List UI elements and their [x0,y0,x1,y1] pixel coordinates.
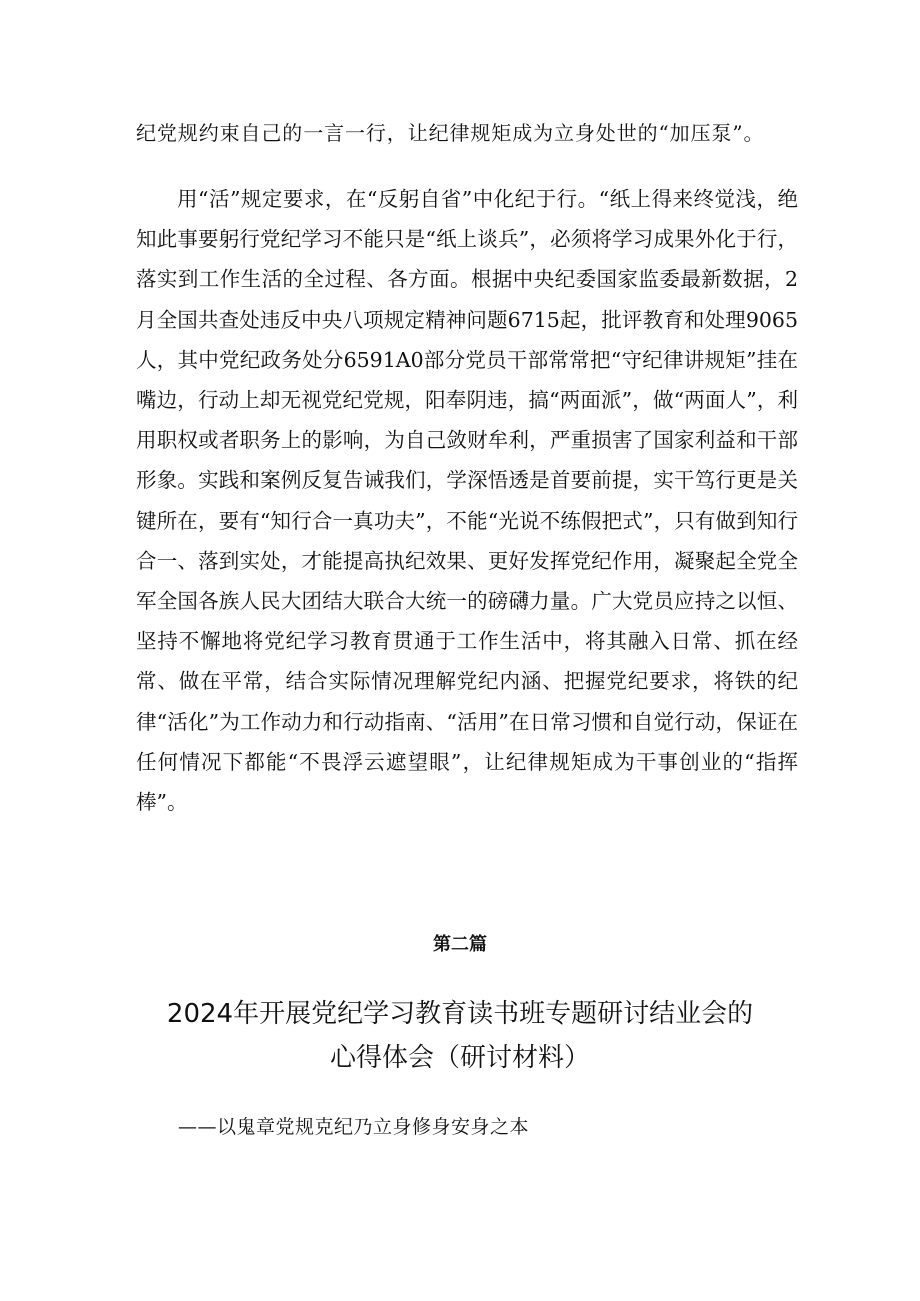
continuation-line: 纪党规约束自己的一言一行，让纪律规矩成为立身处世的“加压泵”。 [136,121,765,145]
body-paragraph: 用“活”规定要求，在“反躬自省”中化纪于行。“纸上得来终觉浅，绝知此事要躬行党纪学习不能只是“纸上谈兵”，必须将学习成果外化于行，落实到工作生活的全过程、各方面。根据中央纪委国家监委最新数据，2月全国共查处违反中央八项规定精神问题6715起，批评教育和处理9065人，其中党纪政务处分6591A0部分党员干部常常把“守纪律讲规矩”挂在嘴边，行动上却无视党纪党规，阳奉阴违，搞“两面派”，做“两面人”，利用职权或者职务上的影响，为自己敛财牟利，严重损害了国家利益和干部形象。实践和案例反复告诫我们，学深悟透是首要前提，实干笃行更是关键所在，要有“知行合一真功夫”，不能“光说不练假把式”，只有做到知行合一、落到实处，才能提高执纪效果、更好发挥党纪作用，凝聚起全党全军全国各族人民大团结大联合大统一的磅礴力量。广大党员应持之以恒、坚持不懈地将党纪学习教育贯通于工作生活中，将其融入日常、抓在经常、做在平常，结合实际情况理解党纪内涵、把握党纪要求，将铁的纪律“活化”为工作动力和行动指南、“活用”在日常习惯和自觉行动，保证在任何情况下都能“不畏浮云遮望眼”，让纪律规矩成为干事创业的“指挥棒”。 [136,187,798,815]
document-title: 2024年开展党纪学习教育读书班专题研讨结业会的心得体会（研讨材料） [166,999,754,1073]
section-label: 第二篇 [433,934,487,955]
document-subtitle: ——以鬼章党规克纪乃立身修身安身之本 [178,1116,530,1138]
